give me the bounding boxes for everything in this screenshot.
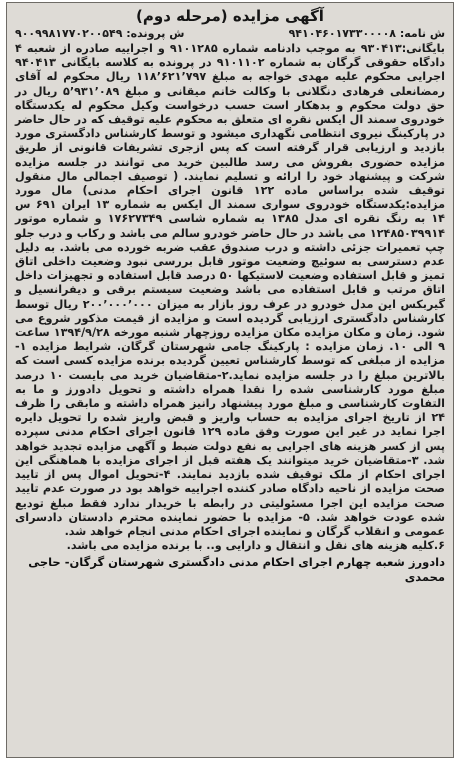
reference-line (7, 27, 453, 40)
costs-note: ۶.کلیه هزینه های نقل و انتقال و دارایی و.. با برنده مزایده می باشد. (66, 539, 445, 553)
notice-title: آگهی مزایده (مرحله دوم) (136, 7, 324, 25)
notice-paragraph: بایگانی:۹۳۰۴۱۳ به موجب دادنامه شماره ۹۱۰۱۲۸۵ و اجراییه صادره از شعبه ۴ دادگاه حقوقی گرگان به شماره ۹۱۰۱۱۰۲ در پرونده به کلاسه بایگانی ۹۴۰۴۱۳ اجرایی محکوم علیه مهدی خواجه به مبلغ ۱۱۸٬۶۲۱٬۷۹۷ ریال محکوم له آقای رمضانعلی فرهادی دنگلانی با وکالت خانم میقانی و مبلغ ۵٬۹۳۱٬۰۸۹ ریال در حق دولت محکوم و بدهکار است حسب درخواست وکیل محکوم له یکدستگاه خودروی سمند ال ایکس نقره ای متعلق به محکوم علیه توقیف که در حال حاضر در پارکینگ نیروی انتظامی نگهداری میشود و توسط کارشناس دادگستری مورد بازدید و ارزیابی قرار گرفته است که پس ازجری تشریفات قانونی از طریق مزایده حضوری بفروش می رسد طالبین خرید می توانند در جلسه مزایده شرکت و پیشنهاد خود را ارائه و تسلیم نمایند. ( توصیف اجمالی مال منقول توقیف شده براساس ماده ۱۲۲ قانون اجرای احکام مدنی) مال مورد مزایده:یکدستگاه خودروی سواری سمند ال ایکس به شماره ۱۳ ایران ۶۹۱ س ۱۴ به رنگ نقره ای مدل ۱۳۸۵ به شماره شاسی ۱۷۶۲۷۳۴۹ و شماره موتور ۱۲۴۸۵۰۳۹۹۱۴ می باشد در حال حاضر خودرو سالم می باشد و رکاب و درب جلو چپ تعمیرات جزئی داشته و درب صندوق عقب ضربه خورده می باشد. به دلیل عدم دسترسی به سوئیچ وضعیت موتور قابل بررسی نبود وضعیت داخلی اتاق تمیز و قابل استفاده وضعیت لاستیکها ۵۰ درصد قابل استفاده و تجهیزات داخل اتاق مرتب و قابل استفاده می باشد وضعیت سیستم برقی و دیفرانسیل و گیربکس این مدل خودرو در عرف روز بازار به میزان ۲۰۰٬۰۰۰٬۰۰۰ ریال توسط کارشناس دادگستری ارزیابی گردیده است و مزایده از قیمت مذکور شروع می شود. زمان و مکان مزایده مکان مزایده روزچهار شنبه مورخه ۱۳۹۴/۹/۲۸ ساعت ۹ الی ۱۰. زمان مزایده : پارکینگ جامی شهرستان گرگان. شرایط مزایده ۱- مزایده از مبلغی که توسط کارشناس تعیین گردیده برنده مزایده کسی است که بالاترین مبلغ را در جلسه مزایده نماید.۲-متقاضیان خرید می بایست ۱۰ درصد مبلغ مورد کارشناسی شده را نقدا همراه داشته و تحویل دادورز و ما به التفاوت کارشناسی و مبلغ مورد پیشنهاد رانیز همراه داشته و مابقی را ظرف ۲۴ از تاریخ اجرای مزایده به حساب واریز و قبض واریز شده را تحویل دایره اجرا نماید در غیر این صورت وفق ماده ۱۲۹ قانون اجرای احکام مدنی سپرده پس از کسر هزینه های اجرایی به نفع دولت ضبط و آگهی مزایده تجدید خواهد شد. ۳-متقاضیان خرید میتوانند یک هفته قبل از اجرای مزایده با هماهنگی این اجرای احکام از ملک توقیف شده بازدید نمایند. ۴-تحویل اموال پس از تایید صحت مزایده از ناحیه دادگاه صادر کننده اجراییه خواهد بود در صورت عدم تایید صحت مزایده این اجرا مسئولیتی در رابطه با خریدار ندارد فقط مبلغ تودیع شده عودت خواهد شد. ۵- مزایده با حضور نماینده محترم دادستان دادسرای عمومی و انقلاب گرگان و نماینده اجرای احکام مدنی انجام خواهد شد. (15, 42, 446, 538)
signature-line: دادورز شعبه چهارم اجرای احکام مدنی دادگستری شهرستان گرگان- حاجی محمدی (28, 555, 445, 585)
notice-body (7, 40, 453, 539)
case-number: ش نامه: ۹۴۱۰۴۶۰۱۷۳۳۰۰۰۰۸ (288, 27, 445, 40)
auction-notice-clipping (6, 2, 454, 758)
file-number: ش پرونده: ۹۰۰۹۹۸۱۷۷۰۲۰۰۵۴۹ (15, 27, 185, 40)
